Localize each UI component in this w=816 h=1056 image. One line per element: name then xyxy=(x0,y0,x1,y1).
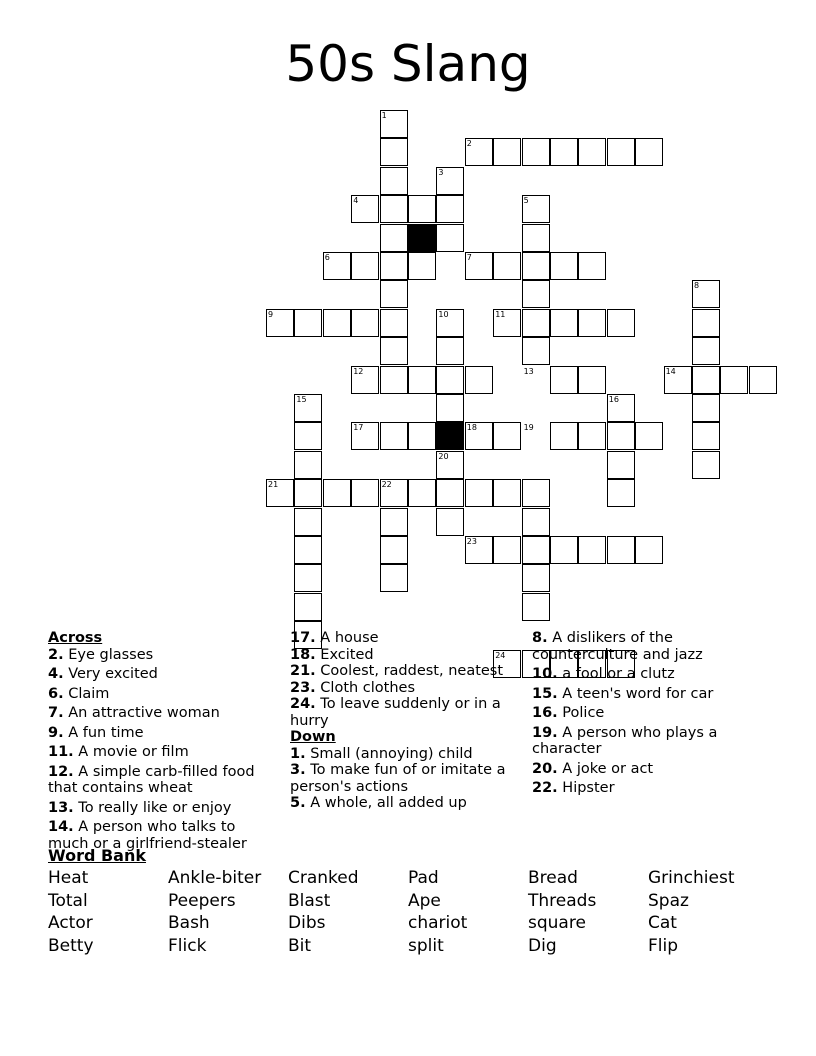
clue-number: 8 xyxy=(694,281,700,291)
grid-cell[interactable] xyxy=(522,564,550,592)
across-clue xyxy=(48,744,268,761)
grid-cell[interactable] xyxy=(550,536,578,564)
grid-cell[interactable] xyxy=(635,422,663,450)
clue-number: 2 xyxy=(466,139,472,149)
clue-number-label: 1. xyxy=(290,745,306,762)
clue-number: 9 xyxy=(268,309,274,319)
clue-text: Cloth clothes xyxy=(315,679,416,696)
clue-text: An attractive woman xyxy=(63,705,220,721)
word-bank-word: Heat xyxy=(48,868,89,888)
grid-cell[interactable] xyxy=(294,451,322,479)
clue-text: Excited xyxy=(315,646,374,663)
word-bank-word: chariot xyxy=(408,913,468,934)
word-bank-word: Dibs xyxy=(288,913,326,934)
across-heading: Across xyxy=(48,630,103,646)
grid-cell[interactable] xyxy=(578,366,606,394)
clue-number-label: 3. xyxy=(290,762,306,778)
clue-text: A dislikers of the counterculture and jazz xyxy=(532,630,703,663)
clue-text: A house xyxy=(315,630,379,646)
clue-number: 3 xyxy=(438,167,444,177)
clue-number-label: 4. xyxy=(48,666,64,682)
word-bank-title: Word Bank xyxy=(48,846,147,865)
grid-cell[interactable] xyxy=(408,195,436,223)
across-clue xyxy=(48,764,268,797)
grid-cell[interactable] xyxy=(436,224,464,252)
grid-cell[interactable] xyxy=(522,280,550,308)
grid-cell[interactable] xyxy=(522,337,550,365)
grid-cell[interactable] xyxy=(323,479,351,507)
clue-number: 24 xyxy=(495,650,506,660)
grid-cell[interactable] xyxy=(493,422,521,450)
grid-cell[interactable] xyxy=(550,252,578,280)
clue-text: Coolest, raddest, neatest xyxy=(315,663,504,679)
clue-number: 18 xyxy=(466,423,477,433)
clue-number-label: 7. xyxy=(48,705,64,721)
clue-text: a fool or a clutz xyxy=(557,666,675,682)
clue-number: 10 xyxy=(438,309,449,319)
across-clue xyxy=(290,630,510,647)
word-bank-word: square xyxy=(528,913,586,934)
grid-cell[interactable] xyxy=(294,564,322,592)
clue-number-label: 10. xyxy=(532,666,558,682)
clue-number-label: 13. xyxy=(48,799,74,816)
word-bank-word: Grinchiest xyxy=(648,868,735,888)
grid-cell[interactable] xyxy=(607,422,635,450)
clue-number: 19 xyxy=(523,423,534,433)
grid-cell[interactable] xyxy=(607,479,635,507)
down-clues-column-3 xyxy=(532,630,762,797)
grid-cell[interactable] xyxy=(493,536,521,564)
clue-text: To leave suddenly or in a hurry xyxy=(290,696,501,729)
grid-cell[interactable] xyxy=(550,366,578,394)
grid-cell[interactable] xyxy=(294,309,322,337)
across-clue xyxy=(290,663,510,680)
clue-number-label: 6. xyxy=(48,685,64,702)
down-clue xyxy=(532,780,762,797)
clue-number-label: 17. xyxy=(290,630,316,646)
clue-text: Claim xyxy=(63,685,110,702)
grid-cell[interactable] xyxy=(380,224,408,252)
clue-number-label: 18. xyxy=(290,646,316,663)
grid-cell[interactable] xyxy=(380,167,408,195)
grid-cell[interactable] xyxy=(607,309,635,337)
grid-cell[interactable] xyxy=(692,451,720,479)
clue-number: 17 xyxy=(353,423,364,433)
grid-cell[interactable] xyxy=(380,536,408,564)
across-clue xyxy=(48,705,268,722)
clue-text: A joke or act xyxy=(557,760,654,777)
grid-black-cell xyxy=(408,224,436,252)
down-heading: Down xyxy=(290,729,336,745)
clue-text: A fun time xyxy=(63,724,144,741)
clue-number: 13 xyxy=(523,366,534,376)
grid-cell[interactable] xyxy=(380,138,408,166)
down-clue xyxy=(532,705,762,722)
clue-text: A person who plays a character xyxy=(532,724,718,757)
grid-cell[interactable] xyxy=(607,536,635,564)
word-bank-word: Cranked xyxy=(288,868,359,888)
grid-cell[interactable] xyxy=(578,536,606,564)
grid-cell[interactable] xyxy=(380,309,408,337)
word-bank-word: Pad xyxy=(408,868,439,888)
clue-number-label: 24. xyxy=(290,696,316,712)
clue-number-label: 23. xyxy=(290,679,316,696)
clue-text: Small (annoying) child xyxy=(305,745,473,762)
clue-number: 1 xyxy=(381,111,387,120)
word-bank-word: Ape xyxy=(408,890,441,911)
clue-number: 14 xyxy=(665,366,676,376)
word-bank-word: Total xyxy=(48,890,88,911)
grid-cell[interactable] xyxy=(692,422,720,450)
grid-cell[interactable] xyxy=(380,508,408,536)
word-bank-word: Bread xyxy=(528,868,578,888)
grid-cell[interactable] xyxy=(522,224,550,252)
clue-text: Very excited xyxy=(63,666,158,682)
grid-cell[interactable] xyxy=(380,252,408,280)
grid-cell[interactable] xyxy=(294,508,322,536)
grid-cell[interactable] xyxy=(522,309,550,337)
clue-number-label: 15. xyxy=(532,685,558,702)
grid-cell[interactable] xyxy=(294,479,322,507)
word-bank-word: Blast xyxy=(288,890,331,911)
word-bank-word: Dig xyxy=(528,936,557,957)
across-clue xyxy=(48,686,268,703)
clue-number-label: 21. xyxy=(290,663,316,679)
grid-cell[interactable] xyxy=(436,195,464,223)
clue-text: A simple carb-filled food that contains wheat xyxy=(48,763,255,796)
down-clue xyxy=(532,761,762,778)
down-clue xyxy=(532,725,762,758)
grid-cell[interactable] xyxy=(294,422,322,450)
word-bank-word: Actor xyxy=(48,913,93,934)
grid-cell[interactable] xyxy=(692,394,720,422)
word-bank-word: split xyxy=(408,936,444,957)
grid-cell[interactable] xyxy=(522,593,550,621)
down-clue xyxy=(532,666,762,683)
across-clue xyxy=(290,680,510,697)
grid-cell[interactable] xyxy=(436,366,464,394)
page-title: 50s Slang xyxy=(285,35,531,93)
across-clues-column-1 xyxy=(48,630,268,852)
clue-text: To really like or enjoy xyxy=(73,799,232,816)
across-clue xyxy=(48,800,268,817)
word-bank-word: Betty xyxy=(48,936,94,957)
across-clue xyxy=(290,647,510,664)
grid-cell[interactable] xyxy=(635,138,663,166)
grid-cell[interactable] xyxy=(380,195,408,223)
grid-cell[interactable] xyxy=(550,309,578,337)
down-clue xyxy=(532,686,762,703)
clue-number-label: 16. xyxy=(532,705,558,721)
clue-number-label: 8. xyxy=(532,630,548,646)
clue-number: 21 xyxy=(268,480,279,490)
clue-number: 6 xyxy=(324,253,330,262)
word-bank-word: Spaz xyxy=(648,890,689,911)
clue-number: 4 xyxy=(353,196,359,206)
clue-number: 20 xyxy=(438,451,449,461)
grid-cell[interactable] xyxy=(380,337,408,365)
grid-cell[interactable] xyxy=(351,252,379,280)
grid-cell[interactable] xyxy=(692,337,720,365)
grid-cell[interactable] xyxy=(351,309,379,337)
word-bank-word: Flick xyxy=(168,936,207,957)
clue-text: Hipster xyxy=(557,780,615,796)
word-bank-word: Threads xyxy=(528,890,597,911)
clue-text: A whole, all added up xyxy=(305,795,467,811)
down-clue xyxy=(532,630,762,663)
grid-cell[interactable] xyxy=(380,366,408,394)
clue-text: To make fun of or imitate a person's actions xyxy=(290,762,506,795)
grid-cell[interactable] xyxy=(408,479,436,507)
clue-number: 15 xyxy=(296,395,307,404)
grid-cell[interactable] xyxy=(436,479,464,507)
clue-text: A movie or film xyxy=(73,744,189,760)
clues-column-2 xyxy=(290,630,510,812)
across-clue xyxy=(48,725,268,742)
grid-black-cell xyxy=(436,422,464,450)
grid-cell[interactable] xyxy=(436,508,464,536)
grid-cell[interactable] xyxy=(522,252,550,280)
clue-number-label: 14. xyxy=(48,819,74,835)
clue-number-label: 20. xyxy=(532,760,558,777)
down-clue xyxy=(290,762,510,795)
word-bank-word: Bash xyxy=(168,913,210,934)
clue-number: 12 xyxy=(353,366,364,376)
grid-cell[interactable] xyxy=(323,309,351,337)
grid-cell[interactable] xyxy=(294,593,322,621)
grid-cell[interactable] xyxy=(351,479,379,507)
clue-number-label: 19. xyxy=(532,724,558,741)
clue-text: Eye glasses xyxy=(63,646,154,663)
grid-cell[interactable] xyxy=(408,252,436,280)
grid-cell[interactable] xyxy=(380,422,408,450)
grid-cell[interactable] xyxy=(692,309,720,337)
clue-number-label: 5. xyxy=(290,795,306,811)
grid-cell[interactable] xyxy=(550,138,578,166)
clue-number: 5 xyxy=(523,196,529,206)
grid-cell[interactable] xyxy=(522,138,550,166)
grid-cell[interactable] xyxy=(465,366,493,394)
clue-number-label: 12. xyxy=(48,763,74,780)
word-bank-word: Peepers xyxy=(168,890,236,911)
clue-text: Police xyxy=(557,705,605,721)
clue-number-label: 22. xyxy=(532,780,558,796)
grid-cell[interactable] xyxy=(493,252,521,280)
across-clue xyxy=(48,666,268,683)
grid-cell[interactable] xyxy=(578,138,606,166)
grid-cell[interactable] xyxy=(436,337,464,365)
grid-cell[interactable] xyxy=(294,536,322,564)
clue-number: 23 xyxy=(466,537,477,546)
word-bank-word: Flip xyxy=(648,936,679,957)
grid-cell[interactable] xyxy=(380,280,408,308)
down-clue xyxy=(290,795,510,812)
grid-cell[interactable] xyxy=(607,138,635,166)
clue-number: 7 xyxy=(466,253,472,262)
grid-cell[interactable] xyxy=(635,536,663,564)
clue-number-label: 2. xyxy=(48,646,64,663)
clue-number-label: 11. xyxy=(48,744,74,760)
clue-text: A person who talks to much or a girlfriend-stealer xyxy=(48,819,247,852)
grid-cell[interactable] xyxy=(550,422,578,450)
word-bank-word: Ankle-biter xyxy=(168,868,262,888)
grid-cell[interactable] xyxy=(578,309,606,337)
grid-cell[interactable] xyxy=(436,394,464,422)
grid-cell[interactable] xyxy=(522,479,550,507)
grid-cell[interactable] xyxy=(408,422,436,450)
grid-cell[interactable] xyxy=(578,422,606,450)
grid-cell[interactable] xyxy=(465,479,493,507)
clue-number: 22 xyxy=(381,480,392,490)
clue-text: A teen's word for car xyxy=(557,685,714,702)
across-clue xyxy=(48,647,268,664)
clue-number: 11 xyxy=(495,309,506,319)
grid-cell[interactable] xyxy=(522,508,550,536)
grid-cell[interactable] xyxy=(493,479,521,507)
grid-cell[interactable] xyxy=(408,366,436,394)
grid-cell[interactable] xyxy=(380,564,408,592)
grid-cell[interactable] xyxy=(607,451,635,479)
across-clue xyxy=(290,696,510,729)
grid-cell[interactable] xyxy=(692,366,720,394)
word-bank-word: Bit xyxy=(288,936,312,957)
word-bank-word: Cat xyxy=(648,913,677,934)
down-clue xyxy=(290,746,510,763)
clue-number: 16 xyxy=(608,395,619,404)
grid-cell[interactable] xyxy=(522,536,550,564)
grid-cell[interactable] xyxy=(749,366,777,394)
grid-cell[interactable] xyxy=(493,138,521,166)
clue-number-label: 9. xyxy=(48,724,64,741)
grid-cell[interactable] xyxy=(578,252,606,280)
grid-cell[interactable] xyxy=(720,366,748,394)
